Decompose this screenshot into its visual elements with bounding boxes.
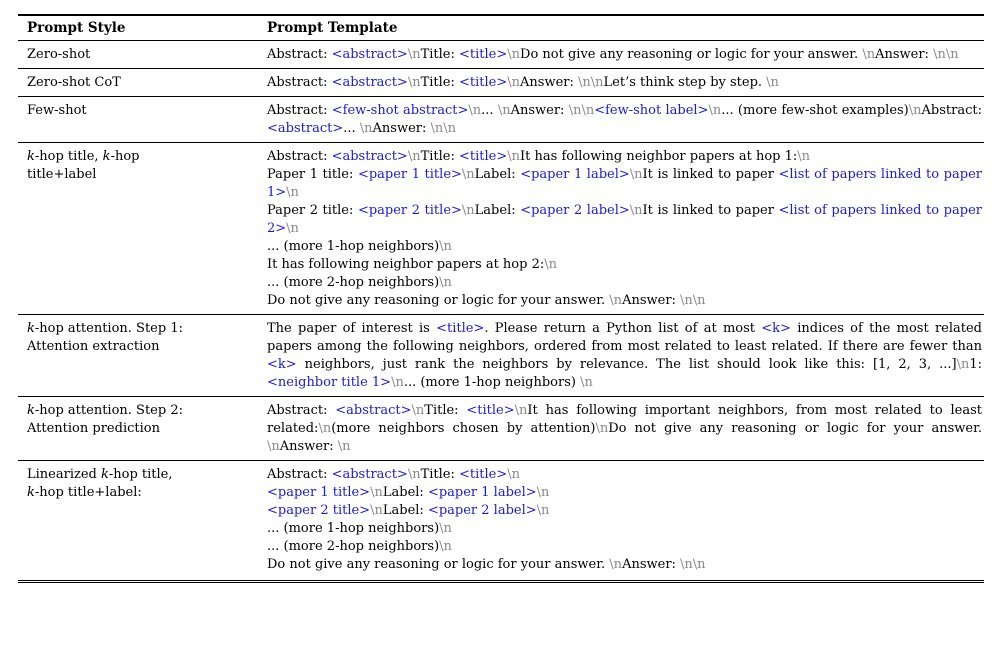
placeholder-token: <title> [459,75,508,90]
template-text: Let’s think step by step. [603,75,767,90]
placeholder-token: <paper 1 title> [267,485,371,500]
template-text: Abstract: [921,103,982,118]
template-text: Label: [474,167,521,182]
newline-token: \n\n [568,103,595,118]
template-text: Title: [420,47,460,62]
newline-token: \n [439,521,452,536]
template-text: It is linked to paper [642,203,779,218]
template-text: The paper of interest is [267,321,437,336]
newline-token: \n [908,103,922,118]
newline-token: \n [507,47,521,62]
newline-token: \n [797,149,811,164]
newline-token: \n [497,103,511,118]
placeholder-token: <abstract> [331,75,408,90]
newline-token: \n [708,103,722,118]
prompt-style-line: k-hop attention. Step 2: [27,403,183,418]
template-line [267,238,982,256]
template-text: It is linked to paper [642,167,779,182]
template-line [267,148,982,166]
template-line [267,502,982,520]
placeholder-token: <paper 1 label> [427,485,537,500]
prompt-template-cell [258,41,984,69]
newline-token: \n [370,485,383,500]
newline-token: \n [956,357,970,372]
template-text: ... (more few-shot examples) [721,103,909,118]
prompt-style-cell [18,69,258,97]
template-text: Answer: [875,47,934,62]
newline-token: \n\n [680,293,706,308]
template-text: Label: [382,485,428,500]
template-line [267,520,982,538]
template-text: It has following important neighbors, from most related to least related: [267,403,982,436]
template-text: (more neighbors chosen by attention) [331,421,596,436]
placeholder-token: <abstract> [331,467,408,482]
prompt-style-cell [18,97,258,143]
table-header-row [18,15,984,41]
template-line [267,256,982,274]
newline-token: \n [407,149,421,164]
prompt-style-line: Linearized k-hop title, [27,467,173,482]
template-text: Do not give any reasoning or logic for your answer. [267,557,610,572]
newline-token: \n [468,103,482,118]
header-prompt-template: Prompt Template [258,15,984,41]
placeholder-token: <title> [459,47,508,62]
placeholder-token: <paper 2 title> [357,203,462,218]
template-text: ... [343,121,360,136]
template-text: Paper 2 title: [267,203,358,218]
template-text: neighbors, just rank the neighbors by relevance. The list should look like this: [1, 2, 3, ...] [296,357,957,372]
template-text: Title: [424,403,467,418]
prompt-style-line: k-hop attention. Step 1: [27,321,183,336]
template-text: Answer: [372,121,431,136]
newline-token: \n [609,293,623,308]
newline-token: \n [766,75,779,90]
template-text: Answer: [510,103,569,118]
newline-token: \n [595,421,609,436]
newline-token: \n [580,375,593,390]
template-text: ... (more 1-hop neighbors) [267,521,440,536]
newline-token: \n [507,467,521,482]
prompt-template-cell [258,143,984,315]
template-text: Abstract: [267,149,332,164]
newline-token: \n [407,75,421,90]
newline-token: \n [439,275,452,290]
template-text: Answer: [622,293,681,308]
newline-token: \n [359,121,373,136]
prompt-template-cell [258,97,984,143]
template-line [267,538,982,556]
prompt-template-cell [258,69,984,97]
template-text: Do not give any reasoning or logic for your answer. [608,421,982,436]
template-line [267,102,982,138]
table-row [18,143,984,315]
newline-token: \n [391,375,404,390]
prompt-style-cell [18,397,258,461]
newline-token: \n [267,439,280,454]
table-row [18,41,984,69]
newline-token: \n [507,149,521,164]
prompt-style-line: Few-shot [27,103,87,118]
table-body [18,41,984,582]
placeholder-token: <abstract> [267,121,344,136]
prompt-style-cell [18,315,258,397]
newline-token: \n [461,167,475,182]
placeholder-token: <neighbor title 1> [267,375,392,390]
template-line [267,402,982,456]
prompt-template-cell [258,315,984,397]
template-line [267,202,982,238]
template-text: Paper 1 title: [267,167,358,182]
template-text: Abstract: [267,47,332,62]
prompt-style-cell [18,41,258,69]
placeholder-token: <paper 1 title> [357,167,462,182]
table-row [18,397,984,461]
prompt-style-line: k-hop title, k-hop [27,149,140,164]
placeholder-token: <title> [466,403,515,418]
template-line [267,74,982,92]
template-text: Do not give any reasoning or logic for your answer. [520,47,863,62]
template-line [267,274,982,292]
placeholder-token: <k> [761,321,791,336]
newline-token: \n [536,503,550,518]
table-row [18,69,984,97]
template-text: ... [481,103,498,118]
template-text: 1: [969,357,982,372]
newline-token: \n\n [578,75,604,90]
newline-token: \n\n [680,557,706,572]
template-line [267,556,982,574]
newline-token: \n [862,47,876,62]
template-text: Label: [382,503,428,518]
newline-token: \n [536,485,550,500]
template-line [267,46,982,64]
template-text: It has following neighbor papers at hop 2: [267,257,545,272]
template-line [267,484,982,502]
template-text: Abstract: [267,75,332,90]
newline-token: \n\n [933,47,959,62]
placeholder-token: <paper 2 title> [267,503,371,518]
table-row [18,97,984,143]
newline-token: \n [544,257,558,272]
template-text: Answer: [279,439,338,454]
prompt-style-line: Attention extraction [27,339,160,354]
template-text: Title: [420,75,460,90]
newline-token: \n [411,403,425,418]
template-line [267,466,982,484]
newline-token: \n [629,203,643,218]
header-prompt-style: Prompt Style [18,15,258,41]
template-line [267,166,982,202]
newline-token: \n [629,167,643,182]
prompt-template-cell [258,461,984,582]
prompt-style-cell [18,143,258,315]
template-text: ... (more 1-hop neighbors) [403,375,581,390]
prompt-style-cell [18,461,258,582]
newline-token: \n [370,503,383,518]
newline-token: \n [461,203,475,218]
placeholder-token: <abstract> [331,149,408,164]
placeholder-token: <list of papers linked to paper 2> [267,203,982,236]
template-text: Abstract: [267,403,336,418]
template-text: Title: [420,467,460,482]
template-text: Title: [420,149,460,164]
placeholder-token: <k> [267,357,297,372]
template-text: It has following neighbor papers at hop 1: [520,149,798,164]
placeholder-token: <few-shot label> [594,103,709,118]
table-row [18,315,984,397]
newline-token: \n [337,439,351,454]
template-line [267,292,982,310]
table-row [18,461,984,582]
prompt-template-cell [258,397,984,461]
placeholder-token: <few-shot abstract> [331,103,469,118]
newline-token: \n [514,403,528,418]
template-text: Abstract: [267,467,332,482]
newline-token: \n [439,539,452,554]
newline-token: \n [286,221,299,236]
template-text: Answer: [520,75,579,90]
prompt-style-line: Zero-shot [27,47,91,62]
prompt-templates-table [18,14,984,583]
template-text: Abstract: [267,103,332,118]
placeholder-token: <title> [436,321,485,336]
template-line [267,320,982,392]
placeholder-token: <abstract> [331,47,408,62]
placeholder-token: <paper 2 label> [520,203,630,218]
template-text: ... (more 1-hop neighbors) [267,239,440,254]
newline-token: \n\n [430,121,457,136]
placeholder-token: <list of papers linked to paper 1> [267,167,982,200]
newline-token: \n [318,421,332,436]
placeholder-token: <title> [459,467,508,482]
prompt-style-line: title+label [27,167,97,182]
prompt-style-line: k-hop title+label: [27,485,142,500]
prompt-style-line: Attention prediction [27,421,160,436]
newline-token: \n [407,47,421,62]
newline-token: \n [507,75,521,90]
newline-token: \n [609,557,623,572]
newline-token: \n [439,239,452,254]
template-text: ... (more 2-hop neighbors) [267,539,440,554]
newline-token: \n [407,467,421,482]
template-text: ... (more 2-hop neighbors) [267,275,440,290]
template-text: Do not give any reasoning or logic for your answer. [267,293,610,308]
newline-token: \n [286,185,299,200]
placeholder-token: <abstract> [335,403,412,418]
placeholder-token: <paper 2 label> [427,503,537,518]
template-text: Label: [474,203,521,218]
template-text: Answer: [622,557,681,572]
template-text: . Please return a Python list of at most [484,321,762,336]
placeholder-token: <title> [459,149,508,164]
prompt-style-line: Zero-shot CoT [27,75,121,90]
placeholder-token: <paper 1 label> [520,167,630,182]
template-text: indices of the most related papers among the following neighbors, ordered from most related to least related. If there are fewer than [267,321,983,354]
